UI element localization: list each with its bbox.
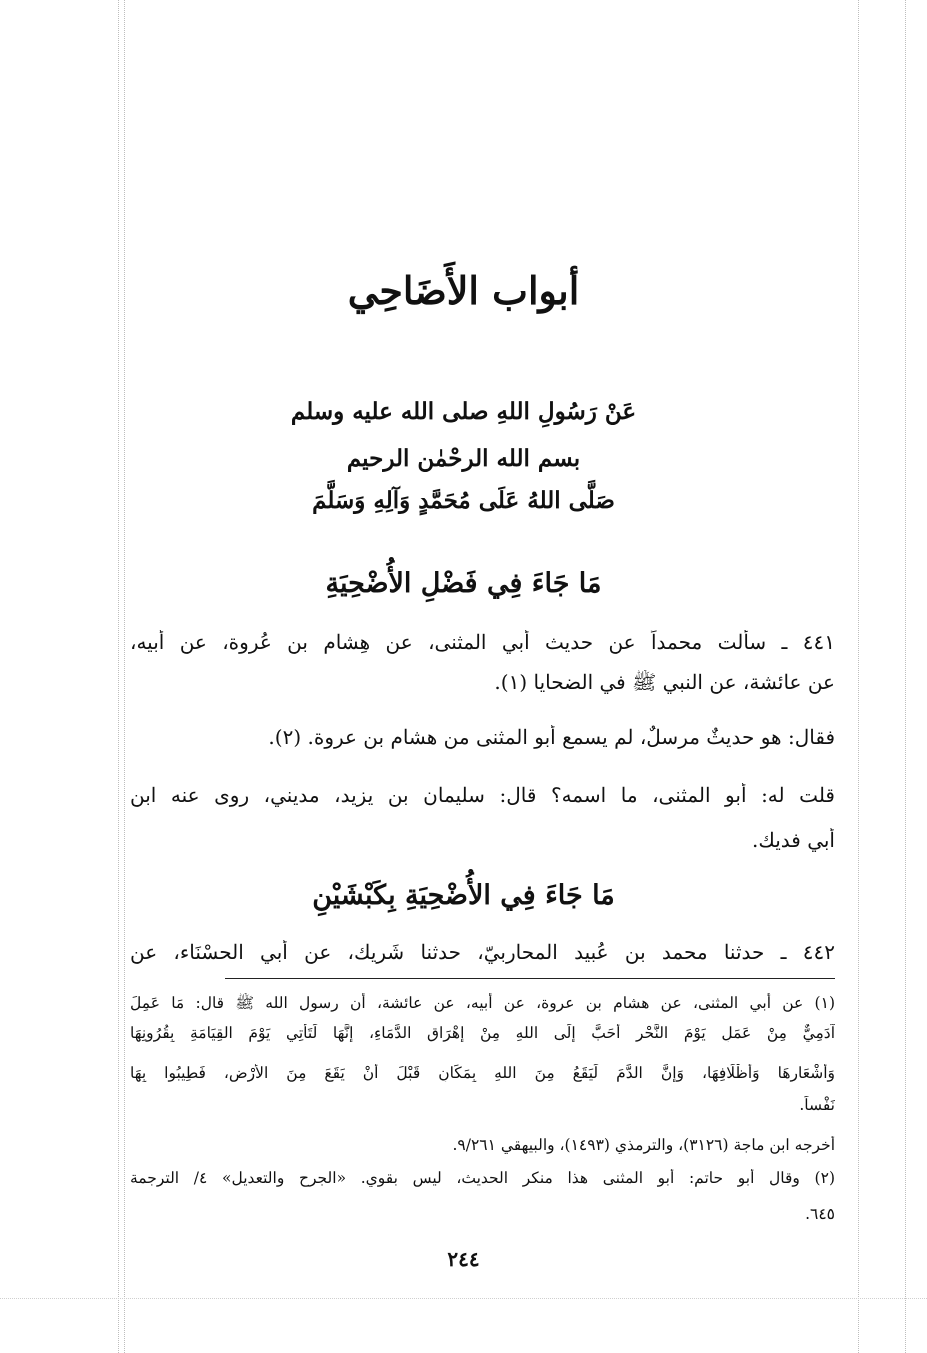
scan-artifact-line (118, 0, 119, 1353)
intro-line: صَلَّى اللهُ عَلَى مُحَمَّدٍ وَآلِهِ وَسَلَّمَ (312, 487, 615, 514)
hadith-line: ٤٤٢ ـ حدثنا محمد بن عُبيد المحاربيّ، حدثنا شَريك، عن أبي الحسْنَاء، عن (130, 940, 835, 964)
footnote-separator (225, 978, 835, 979)
hadith-line: أبي فديك. (752, 828, 835, 852)
footnote-line: وَأَشْعَارِهَا وَأَظْلَافِهَا، وَإِنَّ الدَّمَ لَيَقَعُ مِنَ اللهِ بِمَكَانٍ قَبْلَ أَنْ يَقَعَ مِنَ الأَرْضِ، فَطِيبُوا بِهَا (130, 1064, 835, 1082)
scan-artifact-line (124, 0, 125, 1353)
footnote-line: آدَمِيٌّ مِنْ عَمَلٍ يَوْمَ النَّحْرِ أَحَبَّ إِلَى اللهِ مِنْ إِهْرَاقِ الدَّمَاءِ، إِنَّهَا لَتَأْتِي يَوْمَ القِيَامَةِ بِقُرُونِهَا (130, 1024, 835, 1042)
hadith-line: ٤٤١ ـ سألت محمداً عن حديث أبي المثنى، عن هِشام بن عُروة، عن أبيه، (130, 630, 835, 654)
hadith-line: فقال: هو حديثٌ مرسلٌ، لم يسمع أبو المثنى من هشام بن عروة. (٢). (268, 725, 835, 749)
footnote-line: (١) عن أبي المثنى، عن هشام بن عروة، عن أبيه، عن عائشة، أن رسول الله ﷺ قال: مَا عَمِلَ (130, 994, 835, 1012)
scan-artifact-line (905, 0, 906, 1353)
scan-artifact-line (0, 1298, 927, 1299)
intro-line: بسم الله الرحْمٰن الرحيم (346, 445, 581, 472)
hadith-line: قلت له: أبو المثنى، ما اسمه؟ قال: سليمان بن يزيد، مديني، روى عنه ابن (130, 783, 835, 807)
scan-artifact-line (858, 0, 859, 1353)
footnote-line: نَفْساً. (799, 1096, 835, 1114)
hadith-line: عن عائشة، عن النبي ﷺ في الضحايا (١). (494, 670, 835, 694)
page-title: أبواب الأَضَاحِي (347, 268, 580, 313)
footnote-line: (٢) وقال أبو حاتم: أبو المثنى هذا منكر الحديث، ليس بقوي. «الجرح والتعديل» ٤/ الترجمة (130, 1169, 835, 1187)
section-heading: مَا جَاءَ فِي الأُضْحِيَةِ بِكَبْشَيْنِ (312, 880, 615, 911)
intro-line: عَنْ رَسُولِ اللهِ صلى الله عليه وسلم (290, 398, 637, 425)
page-number: ٢٤٤ (447, 1247, 480, 1271)
section-heading: مَا جَاءَ فِي فَضْلِ الأُضْحِيَةِ (325, 568, 602, 599)
footnote-line: أخرجه ابن ماجة (٣١٢٦)، والترمذي (١٤٩٣)، والبيهقي ٩/٢٦١. (452, 1136, 835, 1154)
footnote-line: ٦٤٥. (805, 1205, 835, 1223)
